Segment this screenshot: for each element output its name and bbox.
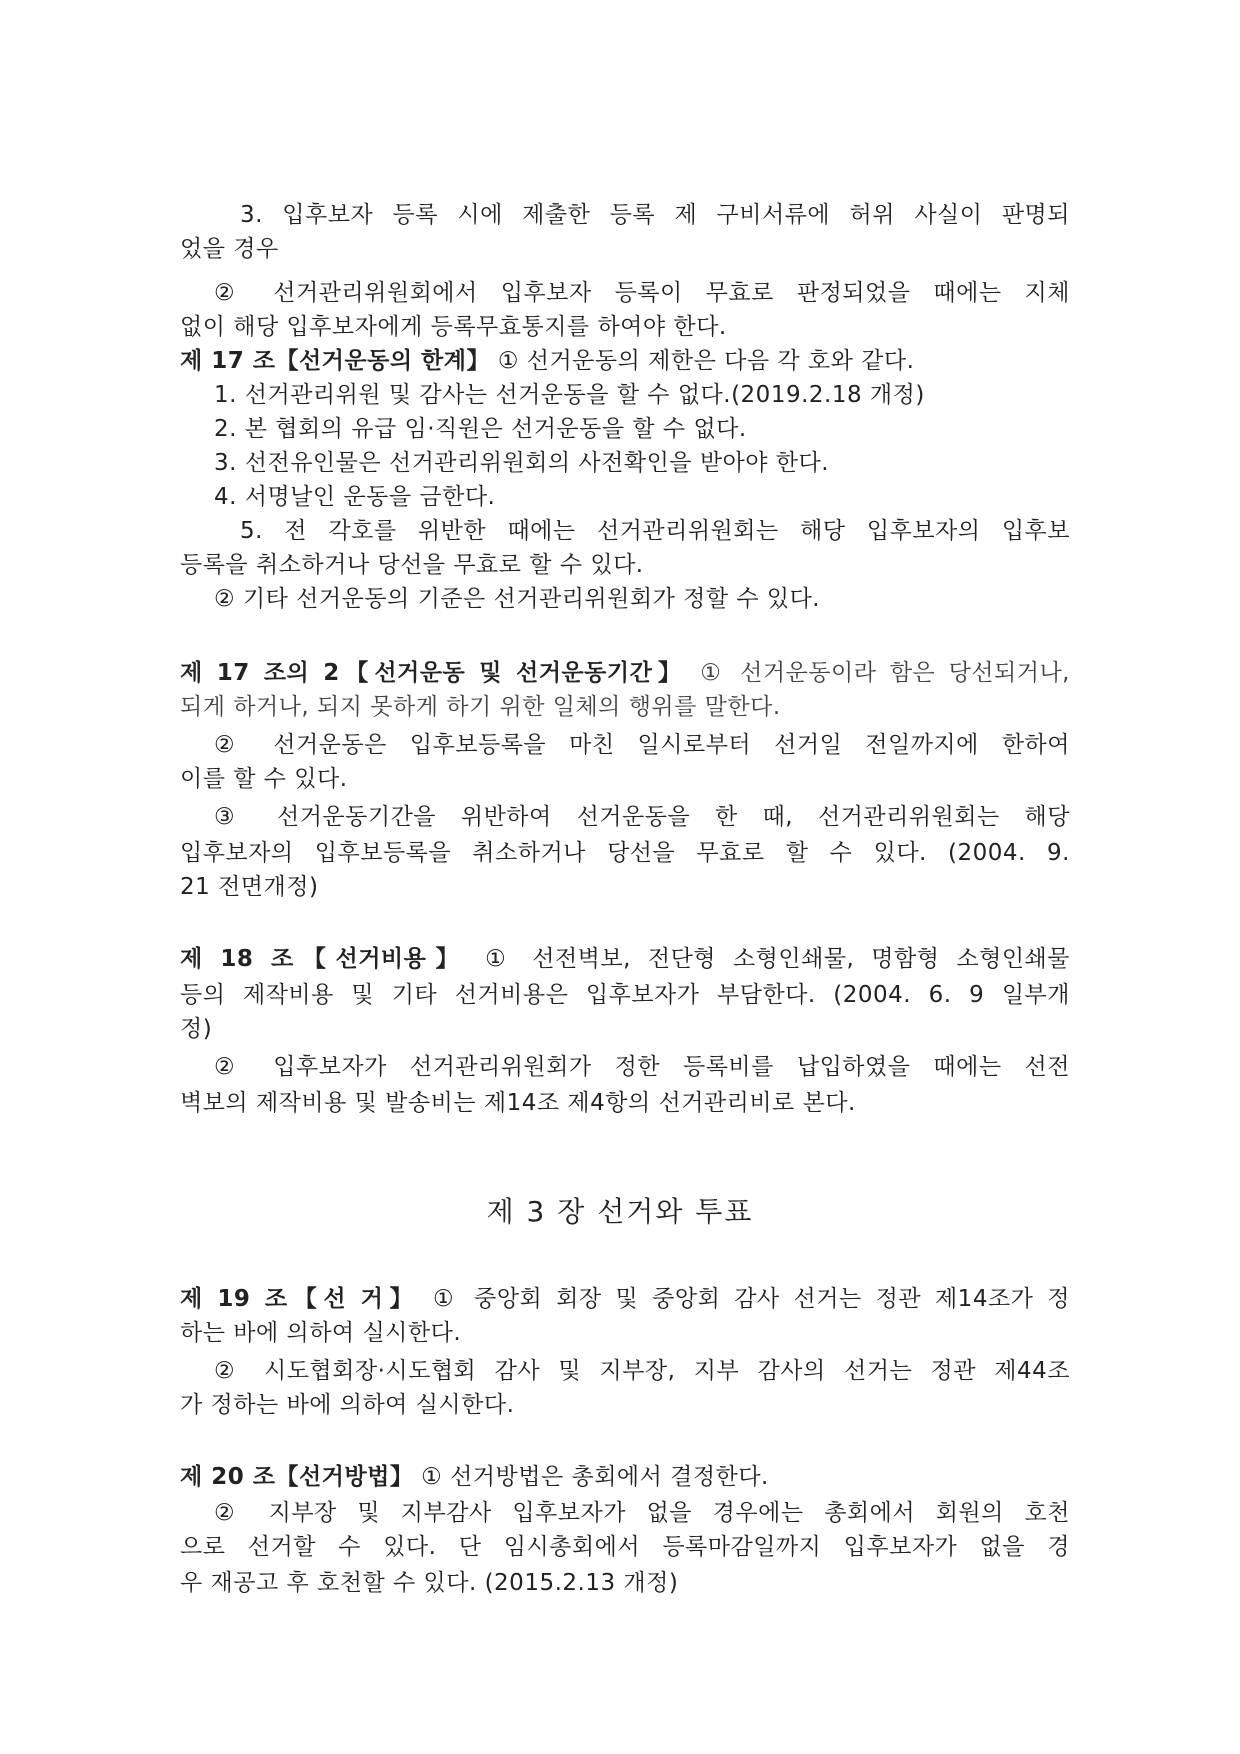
article-17-item-3: 3. 선전유인물은 선거관리위원회의 사전확인을 받아야 한다. (214, 450, 830, 476)
article-20-heading (180, 1460, 1070, 1494)
para-2-line-1: ② 선거관리위원회에서 입후보자 등록이 무효로 판정되었을 때에는 지체 (214, 280, 1070, 306)
article-17-item-1: 1. 선거관리위원 및 감사는 선거운동을 할 수 없다.(2019.2.18 개정) (214, 382, 925, 408)
article-18-clause-1: ① 선전벽보, 전단형 소형인쇄물, 명함형 소형인쇄물 (485, 946, 1070, 972)
article-17-2-clause-1: ① 선거운동이라 함은 당선되거나, (700, 660, 1070, 686)
article-19-clause-2-line-1: ② 시도협회장·시도협회 감사 및 지부장, 지부 감사의 선거는 정관 제44조 (214, 1358, 1070, 1384)
article-17-2-clause-3-line-1: ③ 선거운동기간을 위반하여 선거운동을 한 때, 선거관리위원회는 해당 (214, 804, 1070, 830)
article-18-heading (180, 942, 1070, 976)
article-17-item-5-line-2: 등록을 취소하거나 당선을 무효로 할 수 있다. (180, 552, 644, 578)
article-19-clause-2-line-2: 가 정하는 바에 의하여 실시한다. (180, 1392, 515, 1418)
article-18-clause-2-line-1: ② 입후보자가 선거관리위원회가 정한 등록비를 납입하였을 때에는 선전 (214, 1054, 1070, 1080)
para-2-line-2: 없이 해당 입후보자에게 등록무효통지를 하여야 한다. (180, 314, 727, 340)
item-3-line-2: 었을 경우 (180, 236, 279, 262)
article-17-title: 제 17 조【선거운동의 한계】 (180, 348, 490, 374)
chapter-title: 제 3 장 선거와 투표 (486, 1195, 754, 1228)
article-18-clause-2-line-2: 벽보의 제작비용 및 발송비는 제14조 제4항의 선거관리비로 본다. (180, 1090, 856, 1116)
article-20-clause-1: ① 선거방법은 총회에서 결정한다. (421, 1464, 769, 1490)
article-17-2-title: 제 17 조의 2【선거운동 및 선거운동기간】 (180, 660, 687, 686)
article-17-heading (180, 344, 1070, 378)
article-17-2-clause-1-line-2: 되게 하거나, 되지 못하게 하기 위한 일체의 행위를 말한다. (180, 694, 781, 720)
article-17-item-4: 4. 서명날인 운동을 금한다. (214, 484, 496, 510)
article-20-title: 제 20 조【선거방법】 (180, 1464, 414, 1490)
article-18-title: 제 18 조【선거비용】 (180, 946, 469, 972)
article-17-2-clause-2-line-2: 이를 할 수 있다. (180, 766, 348, 792)
article-17-clause-2: ② 기타 선거운동의 기준은 선거관리위원회가 정할 수 있다. (214, 586, 821, 612)
article-17-item-5-line-1: 5. 전 각호를 위반한 때에는 선거관리위원회는 해당 입후보자의 입후보 (240, 518, 1070, 544)
article-17-2-clause-2-line-1: ② 선거운동은 입후보등록을 마친 일시로부터 선거일 전일까지에 한하여 (214, 732, 1070, 758)
article-20-clause-2-line-1: ② 지부장 및 지부감사 입후보자가 없을 경우에는 총회에서 회원의 호천 (214, 1500, 1070, 1526)
article-19-heading (180, 1282, 1070, 1316)
article-20-clause-2-line-3: 우 재공고 후 호천할 수 있다. (2015.2.13 개정) (180, 1570, 679, 1596)
article-17-item-2: 2. 본 협회의 유급 임·직원은 선거운동을 할 수 없다. (214, 416, 747, 442)
article-17-clause-1: ① 선거운동의 제한은 다음 각 호와 같다. (497, 348, 915, 374)
article-18-clause-1-line-2: 등의 제작비용 및 기타 선거비용은 입후보자가 부담한다. (2004. 6. 9 일부개 (180, 982, 1070, 1008)
article-19-title: 제 19 조【선 거】 (180, 1286, 420, 1312)
article-17-2-clause-3-line-3: 21 전면개정) (180, 874, 319, 900)
article-20-clause-2-line-2: 으로 선거할 수 있다. 단 임시총회에서 등록마감일까지 입후보자가 없을 경 (180, 1534, 1070, 1560)
article-17-2-heading (180, 656, 1070, 690)
article-19-clause-1-line-2: 하는 바에 의하여 실시한다. (180, 1320, 462, 1346)
article-17-2-clause-3-line-2: 입후보자의 입후보등록을 취소하거나 당선을 무효로 할 수 있다. (2004. 9. (180, 840, 1070, 866)
item-3-line-1: 3. 입후보자 등록 시에 제출한 등록 제 구비서류에 허위 사실이 판명되 (240, 202, 1070, 228)
article-19-clause-1: ① 중앙회 회장 및 중앙회 감사 선거는 정관 제14조가 정 (433, 1286, 1071, 1312)
article-18-clause-1-line-3: 정) (180, 1016, 213, 1042)
